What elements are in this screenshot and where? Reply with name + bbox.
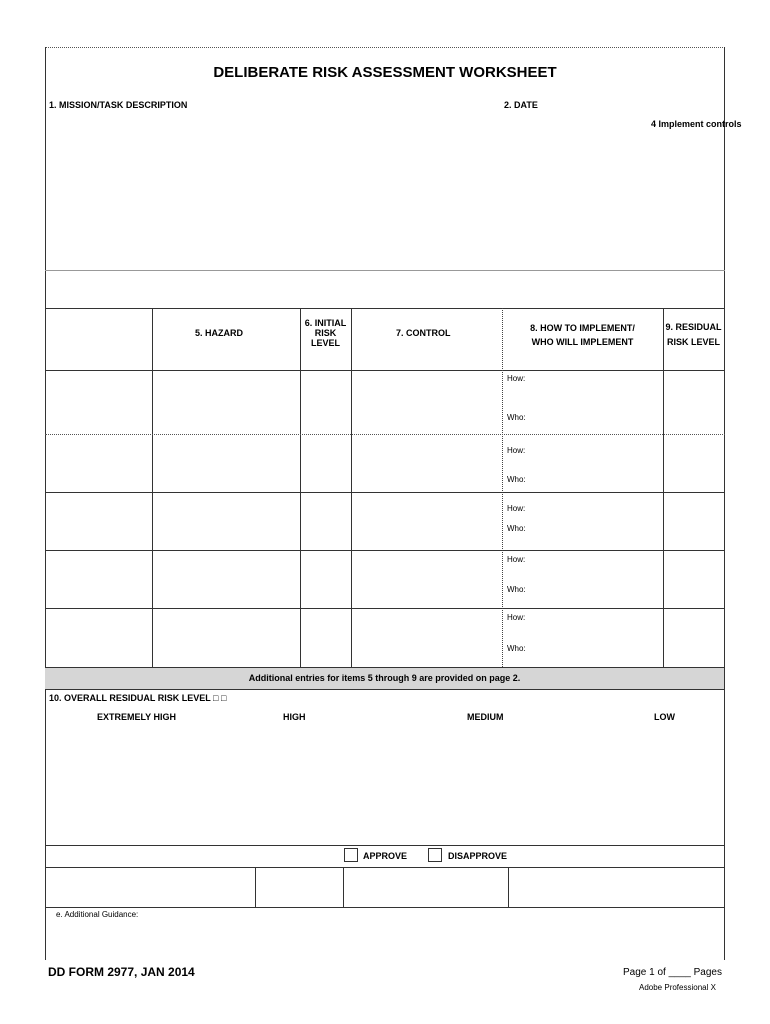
header-line: WHO WILL IMPLEMENT — [531, 337, 634, 347]
divider — [45, 308, 725, 309]
mission-label: 1. MISSION/TASK DESCRIPTION — [49, 100, 188, 110]
left-border — [45, 47, 46, 960]
divider — [45, 867, 725, 868]
who-label: Who: — [507, 475, 526, 484]
header-line: LEVEL — [310, 338, 340, 348]
rank-field[interactable] — [257, 869, 341, 905]
hazard-header: 5. HAZARD — [195, 328, 244, 338]
level-extremely-high[interactable]: EXTREMELY HIGH — [97, 712, 177, 722]
how-label: How: — [507, 613, 526, 622]
how-label: How: — [507, 374, 526, 383]
divider — [45, 370, 725, 371]
column-line — [300, 308, 301, 667]
column-line — [255, 867, 256, 907]
row-line — [45, 492, 725, 493]
right-border — [724, 47, 725, 960]
date-label: 2. DATE — [504, 100, 538, 110]
level-medium[interactable]: MEDIUM — [467, 712, 504, 722]
level-high[interactable]: HIGH — [283, 712, 306, 722]
form-id: DD FORM 2977, JAN 2014 — [48, 965, 195, 979]
page-count: Page 1 of ____ Pages — [623, 967, 722, 978]
column-line — [351, 308, 352, 667]
who-label: Who: — [507, 585, 526, 594]
how-label: How: — [507, 504, 526, 513]
disapprove-label: DISAPPROVE — [448, 851, 508, 861]
row-line — [45, 608, 725, 609]
who-label: Who: — [507, 524, 526, 533]
column-line — [663, 308, 664, 667]
header-line: 8. HOW TO IMPLEMENT/ — [530, 323, 635, 333]
form-title: DELIBERATE RISK ASSESSMENT WORKSHEET — [213, 64, 557, 81]
level-low[interactable]: LOW — [654, 712, 675, 722]
divider — [45, 270, 725, 271]
column-line — [343, 867, 344, 907]
how-to-header — [502, 321, 663, 349]
approve-checkbox[interactable] — [344, 848, 358, 862]
implement-controls-label: 4 Implement controls — [651, 119, 742, 129]
who-label: Who: — [507, 413, 526, 422]
divider — [45, 907, 725, 908]
approve-label: APPROVE — [363, 851, 408, 861]
header-line: 6. INITIAL — [304, 318, 347, 328]
header-line: RISK — [314, 328, 337, 338]
guidance-label: e. Additional Guidance: — [56, 910, 139, 919]
divider — [45, 845, 725, 846]
who-label: Who: — [507, 644, 526, 653]
header-line: RISK LEVEL — [666, 337, 720, 347]
how-label: How: — [507, 446, 526, 455]
mission-description-field[interactable] — [48, 135, 721, 267]
guidance-field[interactable] — [47, 922, 722, 958]
how-label: How: — [507, 555, 526, 564]
additional-entries-note: Additional entries for items 5 through 9 are provided on page 2. — [45, 667, 724, 690]
disapprove-checkbox[interactable] — [428, 848, 442, 862]
header-line: 9. RESIDUAL — [665, 322, 722, 332]
producer-note: Adobe Professional X — [639, 983, 716, 992]
overall-risk-label: 10. OVERALL RESIDUAL RISK LEVEL □ □ — [49, 693, 227, 703]
row-line — [45, 550, 725, 551]
duty-field[interactable] — [345, 869, 506, 905]
column-line — [152, 308, 153, 667]
initial-risk-header — [300, 318, 351, 348]
column-line — [508, 867, 509, 907]
top-border — [45, 47, 725, 48]
date-signed-field[interactable] — [510, 869, 722, 905]
control-header: 7. CONTROL — [396, 328, 451, 338]
residual-header — [663, 320, 724, 350]
column-line — [502, 308, 503, 667]
signature-field[interactable] — [47, 869, 253, 905]
row-line — [45, 434, 725, 435]
